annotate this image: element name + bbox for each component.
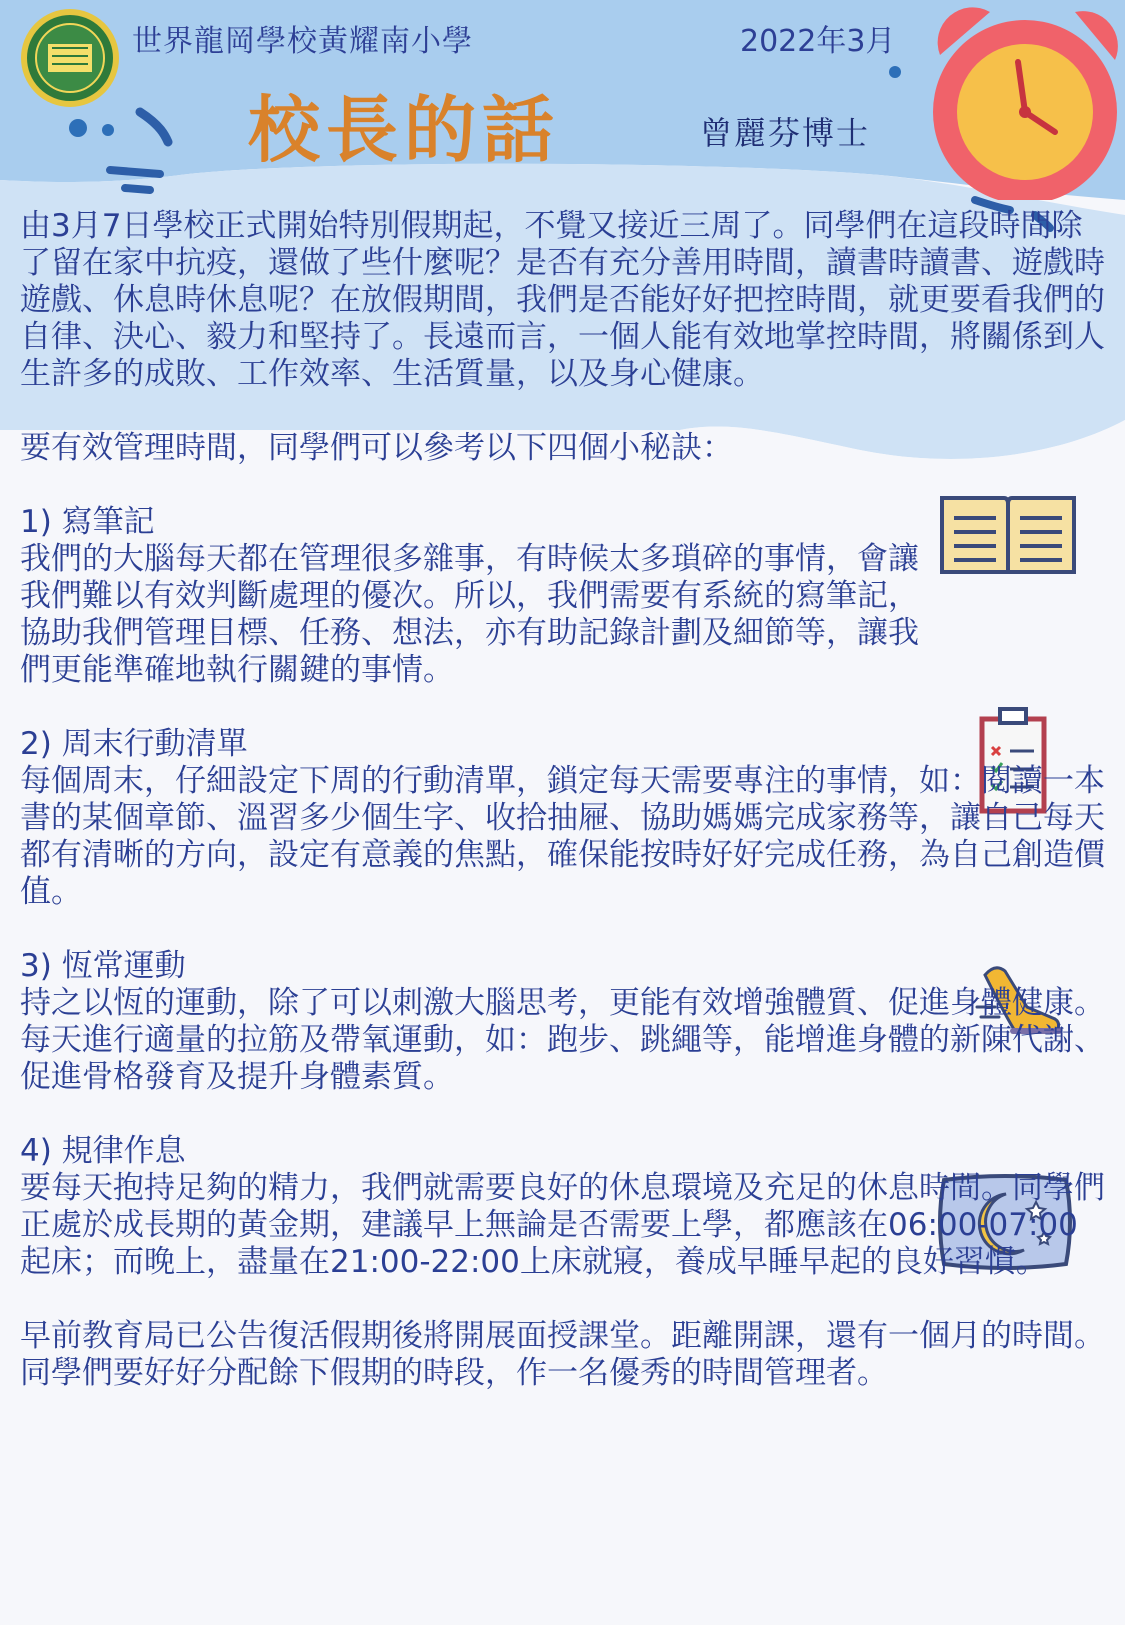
tip-body: 我們的大腦每天都在管理很多雜事，有時候太多瑣碎的事情，會讓我們難以有效判斷處理的優次。所以，我們需要有系統的寫筆記，協助我們管理目標、任務、想法，亦有助記錄計劃及細節等，讓我們更能準確地執行關鍵的事情。 [20, 541, 919, 688]
letter-body [20, 208, 1110, 1429]
tip-title: 2) 周末行動清單 [20, 726, 248, 762]
tip-section [20, 1133, 1105, 1281]
school-logo [20, 8, 120, 108]
page-title: 校長的話 [248, 88, 561, 172]
issue-date: 2022年3月 [740, 24, 896, 59]
tip-section [20, 726, 1105, 911]
tip-section [20, 504, 920, 689]
author-name: 曾麗芬博士 [700, 114, 871, 152]
tip-title: 1) 寫筆記 [20, 504, 155, 540]
intro-paragraph: 由3月7日學校正式開始特別假期起，不覺又接近三周了。同學們在這段時間除了留在家中抗疫，還做了些什麼呢？是否有充分善用時間，讀書時讀書、遊戲時遊戲、休息時休息呢？在放假期間，我們是否能好好把控時間，就更要看我們的自律、決心、毅力和堅持了。長遠而言，一個人能有效地掌控時間，將關係到人生許多的成敗、工作效率、生活質量，以及身心健康。 [20, 208, 1105, 392]
tip-body: 每個周末，仔細設定下周的行動清單，鎖定每天需要專注的事情，如：閱讀一本書的某個章節、溫習多少個生字、收拾抽屜、協助媽媽完成家務等，讓自己每天都有清晰的方向，設定有意義的焦點，確保能按時好好完成任務，為自己創造價值。 [20, 763, 1105, 910]
school-name: 世界龍岡學校黃耀南小學 [132, 24, 473, 59]
tips-intro: 要有效管理時間，同學們可以參考以下四個小秘訣： [20, 430, 733, 466]
closing-paragraph: 早前教育局已公告復活假期後將開展面授課堂。距離開課，還有一個月的時間。同學們要好好分配餘下假期的時段，作一名優秀的時間管理者。 [20, 1318, 1105, 1391]
tip-section [20, 948, 1105, 1096]
tip-body: 要每天抱持足夠的精力，我們就需要良好的休息環境及充足的休息時間。同學們正處於成長期的黃金期，建議早上無論是否需要上學，都應該在06:00-07:00起床；而晚上，盡量在21:00-22:00上床就寢，養成早睡早起的良好習慣。 [20, 1170, 1105, 1280]
tip-body: 持之以恆的運動，除了可以刺激大腦思考，更能有效增強體質、促進身體健康。每天進行適量的拉筋及帶氧運動，如：跑步、跳繩等，能增進身體的新陳代謝、促進骨格發育及提升身體素質。 [20, 985, 1105, 1095]
tip-title: 3) 恆常運動 [20, 948, 186, 984]
tip-title: 4) 規律作息 [20, 1133, 186, 1169]
alarm-clock-icon [910, 0, 1125, 200]
